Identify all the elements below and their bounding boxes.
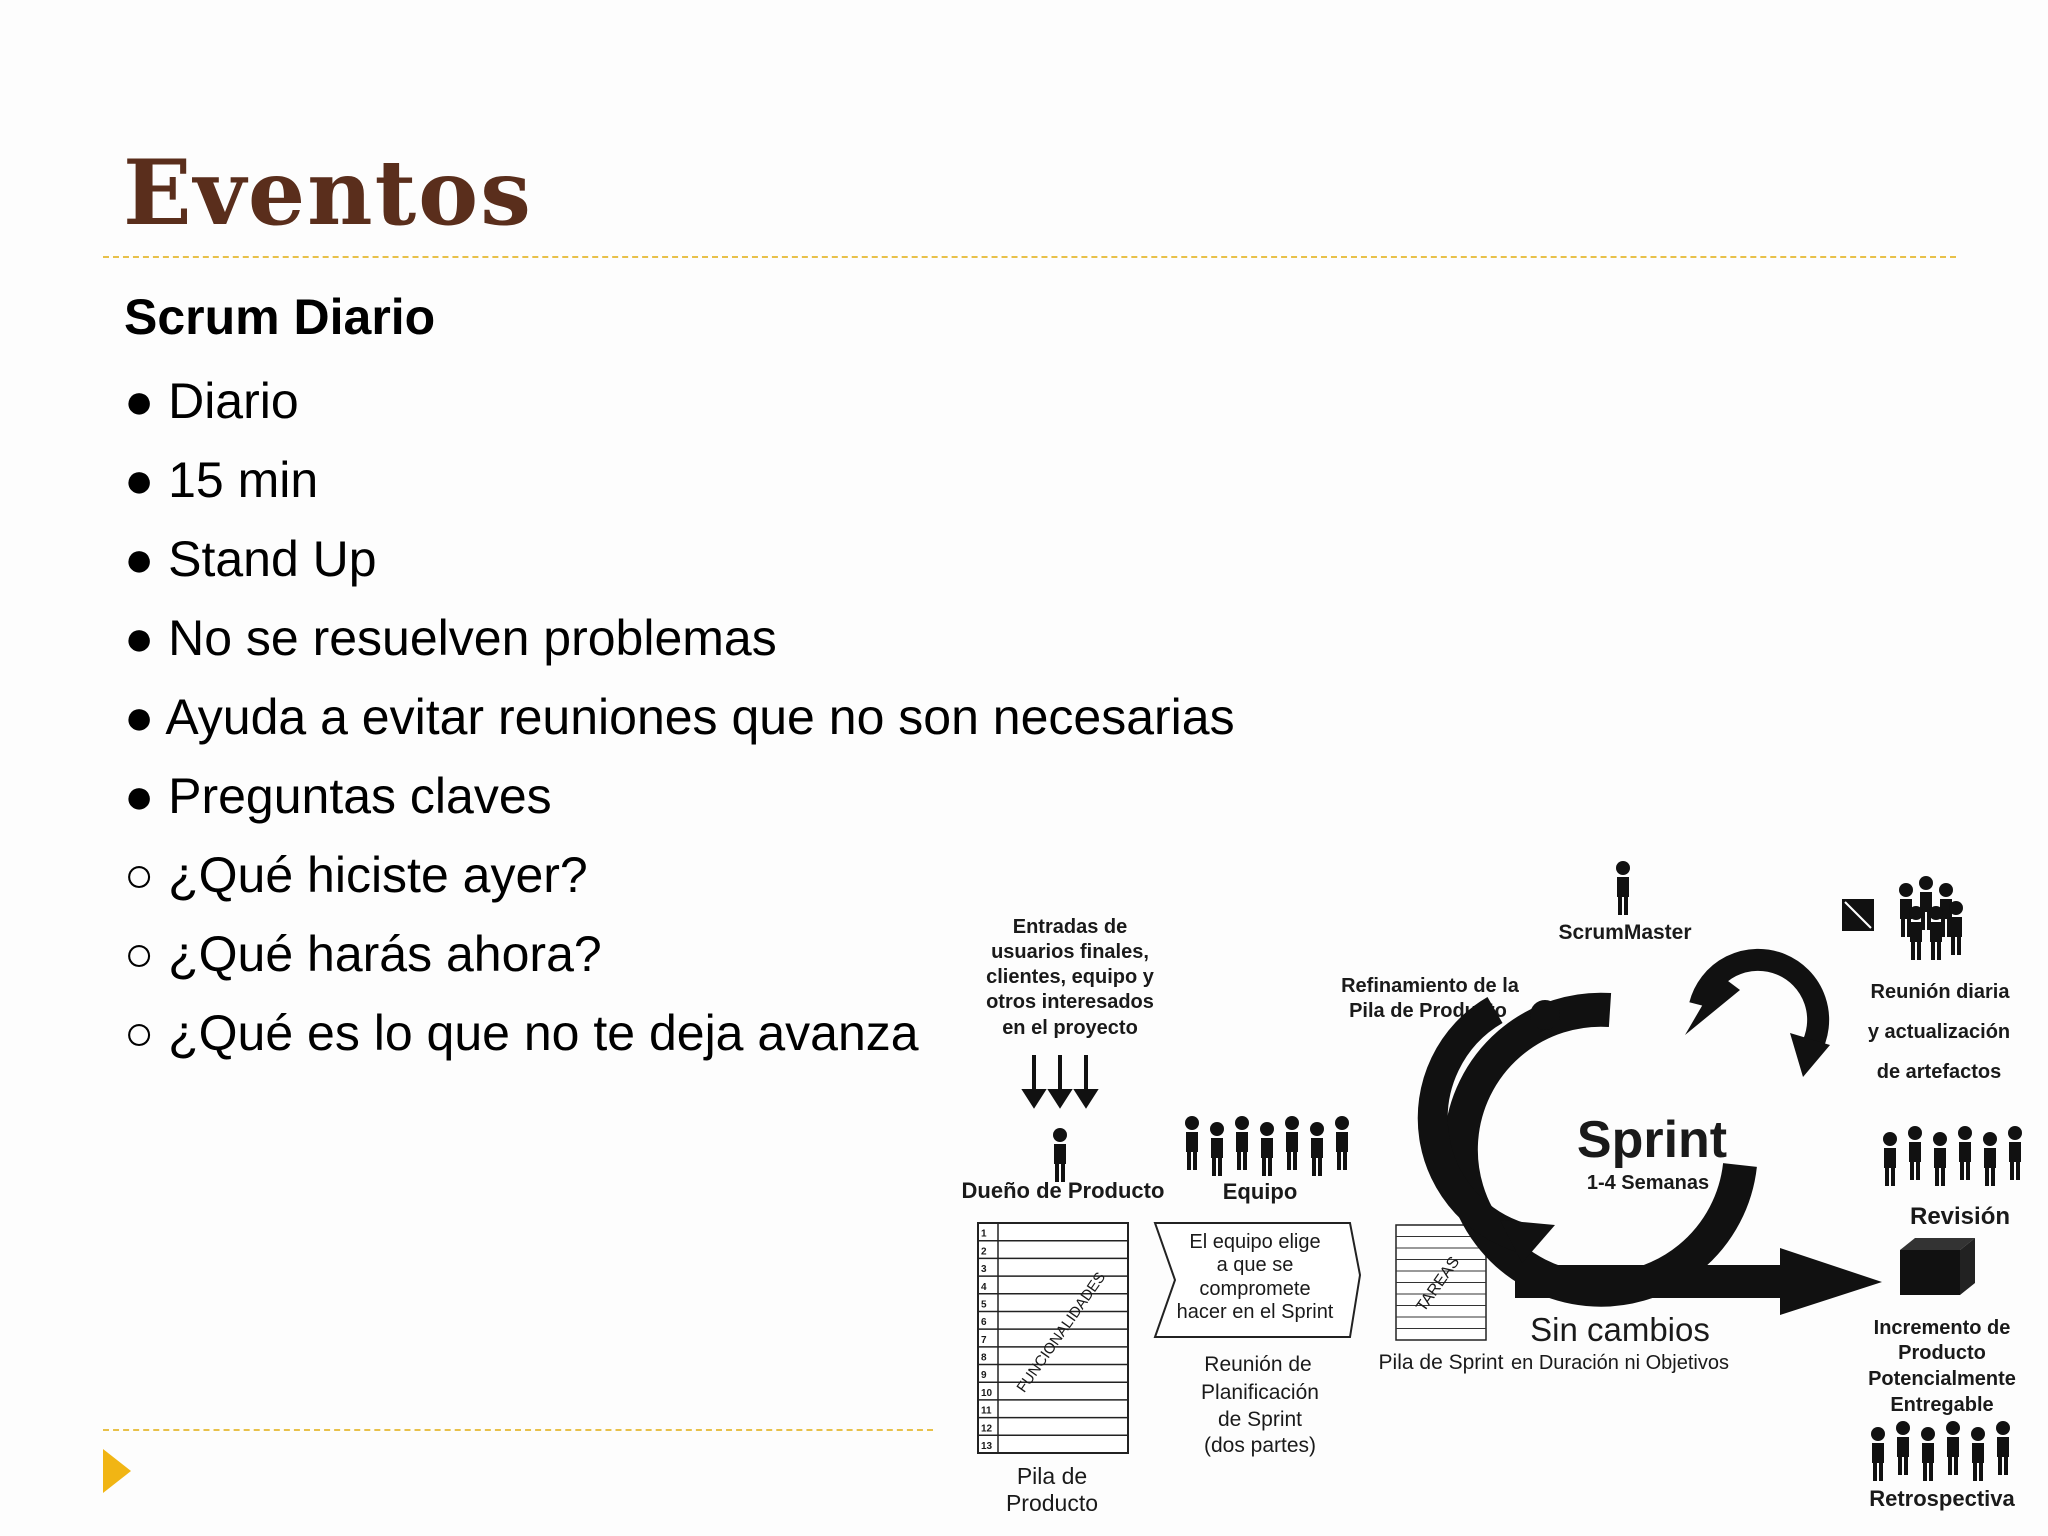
backlog-row-number: 12 [981,1423,993,1435]
backlog-row-number: 8 [981,1352,987,1364]
list-item: ○ ¿Qué es lo que no te deja avanza [124,1005,919,1061]
inputs-line: clientes, equipo y [986,966,1154,988]
planning-line: Planificación [1201,1381,1319,1404]
backlog-row-number: 9 [981,1370,987,1382]
daily-line: de artefactos [1876,1061,2002,1083]
daily-meeting-icon [1842,876,1963,960]
scrum-master-icon [1616,861,1630,915]
retrospective-label: Retrospectiva [1869,1486,2015,1511]
backlog-row-number: 6 [981,1317,987,1329]
team-choice-line: El equipo elige [1189,1231,1321,1253]
no-changes-label: Sin cambios [1530,1311,1710,1348]
list-item: ● Preguntas claves [124,768,552,824]
team-choice-line: a que se [1216,1254,1294,1276]
corner-arrow-icon [103,1449,131,1493]
increment-line: Entregable [1890,1394,1994,1416]
inputs-line: otros interesados [986,991,1154,1013]
scrum-master-label: ScrumMaster [1558,921,1692,944]
sprint-title: Sprint [1576,1111,1728,1169]
features-tag: FUNCIONALIDADES [1013,1269,1110,1396]
title-divider [103,256,1956,258]
section-subtitle: Scrum Diario [124,289,436,345]
list-item: ● Ayuda a evitar reuniones que no son necesarias [124,689,1235,745]
slide-title: Eventos [123,140,533,246]
planning-line: Reunión de [1204,1353,1312,1376]
inputs-line: usuarios finales, [991,941,1149,963]
scrum-process-diagram [930,855,2048,1536]
increment-line: Producto [1898,1342,1986,1364]
list-item: ● Diario [124,373,299,429]
inputs-line: Entradas de [1012,916,1128,938]
backlog-row-number: 10 [981,1387,993,1399]
planning-line: de Sprint [1217,1408,1303,1431]
sprint-backlog-label: Pila de Sprint [1378,1351,1504,1374]
down-arrows-icon [1025,1055,1095,1105]
backlog-row-number: 11 [981,1405,992,1417]
inputs-label [986,916,1155,1039]
list-item: ● No se resuelven problemas [124,610,777,666]
increment-line: Potencialmente [1868,1368,2016,1390]
planning-line: (dos partes) [1203,1434,1317,1457]
backlog-row-number: 13 [981,1441,993,1452]
backlog-row-number: 3 [981,1264,987,1276]
refinement-line: Refinamiento de la [1341,975,1519,997]
backlog-row-number: 7 [981,1334,987,1346]
daily-line: Reunión diaria [1870,981,2010,1003]
backlog-row-number: 2 [981,1246,987,1258]
list-item: ○ ¿Qué hiciste ayer? [124,847,588,903]
team-choice-line: compromete [1199,1278,1311,1300]
list-item: ○ ¿Qué harás ahora? [124,926,602,982]
product-owner-label: Dueño de Producto [961,1178,1165,1203]
team-choice-line: hacer en el Sprint [1176,1301,1334,1323]
product-owner-icon [1053,1128,1067,1182]
team-icon [1185,1116,1349,1176]
footer-divider [103,1429,933,1431]
list-item: ● 15 min [124,452,319,508]
review-label: Revisión [1909,1203,2011,1230]
backlog-row-number: 5 [981,1299,987,1311]
tasks-tag: TAREAS [1413,1253,1464,1316]
retrospective-icon [1871,1421,2010,1481]
product-backlog-label: Producto [1005,1490,1099,1516]
daily-line: y actualización [1867,1021,2011,1043]
increment-box-icon [1900,1238,1975,1295]
backlog-row-number: 1 [981,1228,987,1240]
product-backlog-label: Pila de [1016,1463,1088,1489]
refinement-line: Pila de Producto [1349,1000,1507,1022]
list-item: ● Stand Up [124,531,377,587]
inputs-line: en el proyecto [1002,1017,1138,1039]
review-icon [1883,1126,2022,1186]
team-label: Equipo [1222,1179,1298,1204]
sprint-duration: 1-4 Semanas [1586,1172,1710,1194]
increment-line: Incremento de [1873,1317,2011,1339]
backlog-row-number: 4 [981,1281,987,1293]
no-changes-sub: en Duración ni Objetivos [1511,1352,1729,1374]
